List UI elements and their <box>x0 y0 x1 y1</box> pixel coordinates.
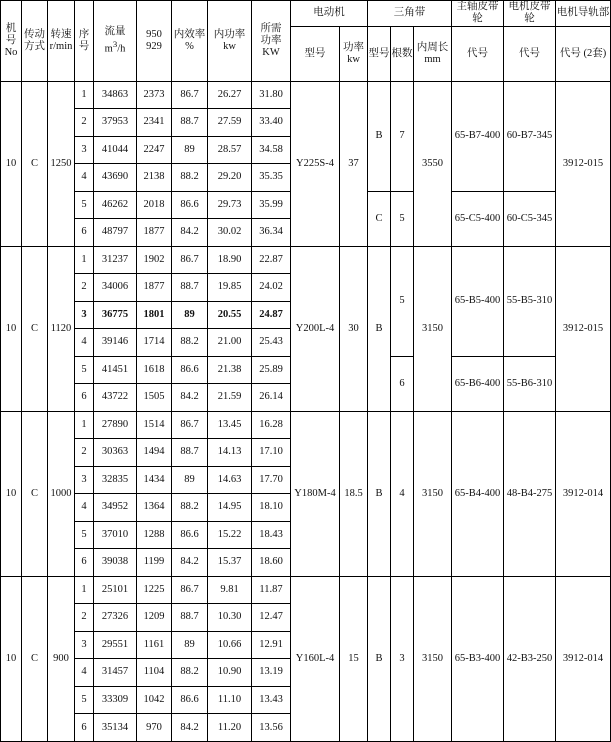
efficiency: 84.2 <box>172 714 208 742</box>
efficiency: 89 <box>172 631 208 659</box>
pressure: 1514 <box>137 411 172 439</box>
pressure: 2247 <box>137 136 172 164</box>
internal-power: 10.66 <box>208 631 252 659</box>
required-power: 22.87 <box>252 246 291 274</box>
belt-type: C <box>368 191 391 246</box>
pressure: 1225 <box>137 576 172 604</box>
motor-rail-code: 3912-015 <box>556 81 611 246</box>
header-motor: 电动机 <box>291 1 368 27</box>
header-motor-model: 型号 <box>291 26 340 81</box>
flow: 41451 <box>94 356 137 384</box>
flow: 34952 <box>94 494 137 522</box>
required-power: 13.56 <box>252 714 291 742</box>
header-internal-power: 内功率 kw <box>208 1 252 82</box>
motor-pulley-code: 48-B4-275 <box>504 411 556 576</box>
belt-count: 4 <box>391 411 414 576</box>
required-power: 12.91 <box>252 631 291 659</box>
pressure: 2018 <box>137 191 172 219</box>
header-motor-rail: 电机导轨部 <box>556 1 611 27</box>
seq: 1 <box>75 411 94 439</box>
internal-power: 21.38 <box>208 356 252 384</box>
seq: 6 <box>75 549 94 577</box>
flow: 41044 <box>94 136 137 164</box>
required-power: 25.43 <box>252 329 291 357</box>
seq: 1 <box>75 576 94 604</box>
pressure: 2373 <box>137 81 172 109</box>
efficiency: 86.7 <box>172 81 208 109</box>
pressure: 1161 <box>137 631 172 659</box>
motor-model: Y180M-4 <box>291 411 340 576</box>
efficiency: 86.6 <box>172 521 208 549</box>
efficiency: 88.2 <box>172 329 208 357</box>
internal-power: 20.55 <box>208 301 252 329</box>
flow: 27326 <box>94 604 137 632</box>
motor-model: Y200L-4 <box>291 246 340 411</box>
seq: 5 <box>75 356 94 384</box>
efficiency: 88.7 <box>172 439 208 467</box>
required-power: 36.34 <box>252 219 291 247</box>
required-power: 12.47 <box>252 604 291 632</box>
flow: 37010 <box>94 521 137 549</box>
seq: 3 <box>75 466 94 494</box>
seq: 2 <box>75 604 94 632</box>
internal-power: 14.13 <box>208 439 252 467</box>
required-power: 31.80 <box>252 81 291 109</box>
flow: 37953 <box>94 109 137 137</box>
header-internal-efficiency: 内效率 % <box>172 1 208 82</box>
belt-type: B <box>368 576 391 741</box>
flow: 30363 <box>94 439 137 467</box>
seq: 3 <box>75 631 94 659</box>
pressure: 1902 <box>137 246 172 274</box>
spindle-pulley-code: 65-B6-400 <box>452 356 504 411</box>
speed: 1000 <box>48 411 75 576</box>
required-power: 35.99 <box>252 191 291 219</box>
header-machine-no: 机号 No <box>1 1 22 82</box>
motor-power: 18.5 <box>340 411 368 576</box>
header-motor-pulley: 电机皮带轮 <box>504 1 556 27</box>
efficiency: 86.7 <box>172 576 208 604</box>
header-vbelt: 三角带 <box>368 1 452 27</box>
flow: 46262 <box>94 191 137 219</box>
spindle-pulley-code: 65-B5-400 <box>452 246 504 356</box>
motor-rail-code: 3912-015 <box>556 246 611 411</box>
flow: 35134 <box>94 714 137 742</box>
pressure: 970 <box>137 714 172 742</box>
pressure: 1877 <box>137 219 172 247</box>
motor-power: 37 <box>340 81 368 246</box>
motor-pulley-code: 55-B6-310 <box>504 356 556 411</box>
machine-no: 10 <box>1 411 22 576</box>
required-power: 24.87 <box>252 301 291 329</box>
efficiency: 88.2 <box>172 659 208 687</box>
efficiency: 84.2 <box>172 219 208 247</box>
drive-mode: C <box>22 411 48 576</box>
seq: 2 <box>75 439 94 467</box>
efficiency: 89 <box>172 136 208 164</box>
belt-type: B <box>368 81 391 191</box>
motor-model: Y225S-4 <box>291 81 340 246</box>
efficiency: 89 <box>172 466 208 494</box>
flow: 32835 <box>94 466 137 494</box>
flow: 31457 <box>94 659 137 687</box>
spindle-pulley-code: 65-C5-400 <box>452 191 504 246</box>
pressure: 2138 <box>137 164 172 192</box>
required-power: 17.10 <box>252 439 291 467</box>
efficiency: 84.2 <box>172 549 208 577</box>
flow: 29551 <box>94 631 137 659</box>
required-power: 18.43 <box>252 521 291 549</box>
internal-power: 14.63 <box>208 466 252 494</box>
motor-model: Y160L-4 <box>291 576 340 741</box>
spindle-pulley-code: 65-B3-400 <box>452 576 504 741</box>
seq: 4 <box>75 164 94 192</box>
spindle-pulley-code: 65-B4-400 <box>452 411 504 576</box>
seq: 3 <box>75 136 94 164</box>
table-row <box>1 81 611 109</box>
required-power: 25.89 <box>252 356 291 384</box>
required-power: 11.87 <box>252 576 291 604</box>
belt-length: 3150 <box>414 411 452 576</box>
pressure: 1714 <box>137 329 172 357</box>
pressure: 1505 <box>137 384 172 412</box>
machine-no: 10 <box>1 246 22 411</box>
motor-rail-code: 3912-014 <box>556 411 611 576</box>
header-required-power: 所需 功率 KW <box>252 1 291 82</box>
internal-power: 27.59 <box>208 109 252 137</box>
efficiency: 88.2 <box>172 164 208 192</box>
drive-mode: C <box>22 246 48 411</box>
spindle-pulley-code: 65-B7-400 <box>452 81 504 191</box>
header-motor-pulley-code: 代号 <box>504 26 556 81</box>
internal-power: 21.00 <box>208 329 252 357</box>
header-rail-code: 代号 (2套) <box>556 26 611 81</box>
efficiency: 86.6 <box>172 686 208 714</box>
seq: 1 <box>75 81 94 109</box>
required-power: 17.70 <box>252 466 291 494</box>
internal-power: 19.85 <box>208 274 252 302</box>
belt-type: B <box>368 411 391 576</box>
flow: 39038 <box>94 549 137 577</box>
required-power: 35.35 <box>252 164 291 192</box>
seq: 4 <box>75 329 94 357</box>
motor-pulley-code: 55-B5-310 <box>504 246 556 356</box>
required-power: 34.58 <box>252 136 291 164</box>
seq: 6 <box>75 384 94 412</box>
internal-power: 14.95 <box>208 494 252 522</box>
belt-length: 3550 <box>414 81 452 246</box>
speed: 1120 <box>48 246 75 411</box>
efficiency: 88.2 <box>172 494 208 522</box>
internal-power: 28.57 <box>208 136 252 164</box>
pressure: 1288 <box>137 521 172 549</box>
required-power: 33.40 <box>252 109 291 137</box>
seq: 4 <box>75 494 94 522</box>
pressure: 1618 <box>137 356 172 384</box>
internal-power: 29.73 <box>208 191 252 219</box>
internal-power: 15.22 <box>208 521 252 549</box>
flow: 33309 <box>94 686 137 714</box>
flow: 48797 <box>94 219 137 247</box>
flow: 43722 <box>94 384 137 412</box>
header-pressure: 950 929 <box>137 1 172 82</box>
drive-mode: C <box>22 81 48 246</box>
internal-power: 18.90 <box>208 246 252 274</box>
internal-power: 11.20 <box>208 714 252 742</box>
flow: 36775 <box>94 301 137 329</box>
header-belt-type: 型号 <box>368 26 391 81</box>
belt-count: 3 <box>391 576 414 741</box>
flow: 34863 <box>94 81 137 109</box>
seq: 2 <box>75 274 94 302</box>
seq: 5 <box>75 686 94 714</box>
header-speed: 转速 r/min <box>48 1 75 82</box>
internal-power: 10.90 <box>208 659 252 687</box>
required-power: 16.28 <box>252 411 291 439</box>
drive-mode: C <box>22 576 48 741</box>
flow: 43690 <box>94 164 137 192</box>
pressure: 1199 <box>137 549 172 577</box>
seq: 6 <box>75 714 94 742</box>
seq: 1 <box>75 246 94 274</box>
flow: 27890 <box>94 411 137 439</box>
motor-rail-code: 3912-014 <box>556 576 611 741</box>
header-belt-count: 根数 <box>391 26 414 81</box>
header-spindle-code: 代号 <box>452 26 504 81</box>
belt-count: 5 <box>391 191 414 246</box>
belt-count: 5 <box>391 246 414 356</box>
header-spindle-pulley: 主轴皮带轮 <box>452 1 504 27</box>
table-row <box>1 411 611 439</box>
pressure: 1801 <box>137 301 172 329</box>
pressure: 1494 <box>137 439 172 467</box>
efficiency: 88.7 <box>172 274 208 302</box>
internal-power: 13.45 <box>208 411 252 439</box>
efficiency: 86.7 <box>172 411 208 439</box>
required-power: 13.19 <box>252 659 291 687</box>
internal-power: 9.81 <box>208 576 252 604</box>
seq: 6 <box>75 219 94 247</box>
table-row <box>1 576 611 604</box>
motor-pulley-code: 60-C5-345 <box>504 191 556 246</box>
internal-power: 30.02 <box>208 219 252 247</box>
machine-no: 10 <box>1 576 22 741</box>
seq: 4 <box>75 659 94 687</box>
header-seq: 序 号 <box>75 1 94 82</box>
required-power: 13.43 <box>252 686 291 714</box>
seq: 3 <box>75 301 94 329</box>
flow: 25101 <box>94 576 137 604</box>
pressure: 1209 <box>137 604 172 632</box>
efficiency: 88.7 <box>172 109 208 137</box>
efficiency: 84.2 <box>172 384 208 412</box>
header-flow: 流量 $m^3/h$ <box>94 1 137 82</box>
efficiency: 86.6 <box>172 356 208 384</box>
belt-length: 3150 <box>414 576 452 741</box>
required-power: 18.60 <box>252 549 291 577</box>
internal-power: 15.37 <box>208 549 252 577</box>
belt-count: 7 <box>391 81 414 191</box>
efficiency: 86.7 <box>172 246 208 274</box>
flow: 34006 <box>94 274 137 302</box>
pressure: 1364 <box>137 494 172 522</box>
efficiency: 89 <box>172 301 208 329</box>
pressure: 1877 <box>137 274 172 302</box>
belt-count: 6 <box>391 356 414 411</box>
flow: 31237 <box>94 246 137 274</box>
seq: 5 <box>75 521 94 549</box>
pressure: 1434 <box>137 466 172 494</box>
motor-power: 30 <box>340 246 368 411</box>
header-motor-power: 功率 kw <box>340 26 368 81</box>
efficiency: 86.6 <box>172 191 208 219</box>
internal-power: 26.27 <box>208 81 252 109</box>
efficiency: 88.7 <box>172 604 208 632</box>
table-row <box>1 246 611 274</box>
header-row-1 <box>1 1 611 27</box>
motor-power: 15 <box>340 576 368 741</box>
required-power: 18.10 <box>252 494 291 522</box>
pressure: 1042 <box>137 686 172 714</box>
motor-pulley-code: 42-B3-250 <box>504 576 556 741</box>
header-belt-length: 内周长 mm <box>414 26 452 81</box>
header-drive-mode: 传动 方式 <box>22 1 48 82</box>
internal-power: 21.59 <box>208 384 252 412</box>
required-power: 24.02 <box>252 274 291 302</box>
internal-power: 10.30 <box>208 604 252 632</box>
machine-no: 10 <box>1 81 22 246</box>
internal-power: 29.20 <box>208 164 252 192</box>
speed: 900 <box>48 576 75 741</box>
pressure: 1104 <box>137 659 172 687</box>
belt-length: 3150 <box>414 246 452 411</box>
internal-power: 11.10 <box>208 686 252 714</box>
speed: 1250 <box>48 81 75 246</box>
flow: 39146 <box>94 329 137 357</box>
belt-type: B <box>368 246 391 411</box>
pressure: 2341 <box>137 109 172 137</box>
required-power: 26.14 <box>252 384 291 412</box>
motor-pulley-code: 60-B7-345 <box>504 81 556 191</box>
seq: 5 <box>75 191 94 219</box>
seq: 2 <box>75 109 94 137</box>
